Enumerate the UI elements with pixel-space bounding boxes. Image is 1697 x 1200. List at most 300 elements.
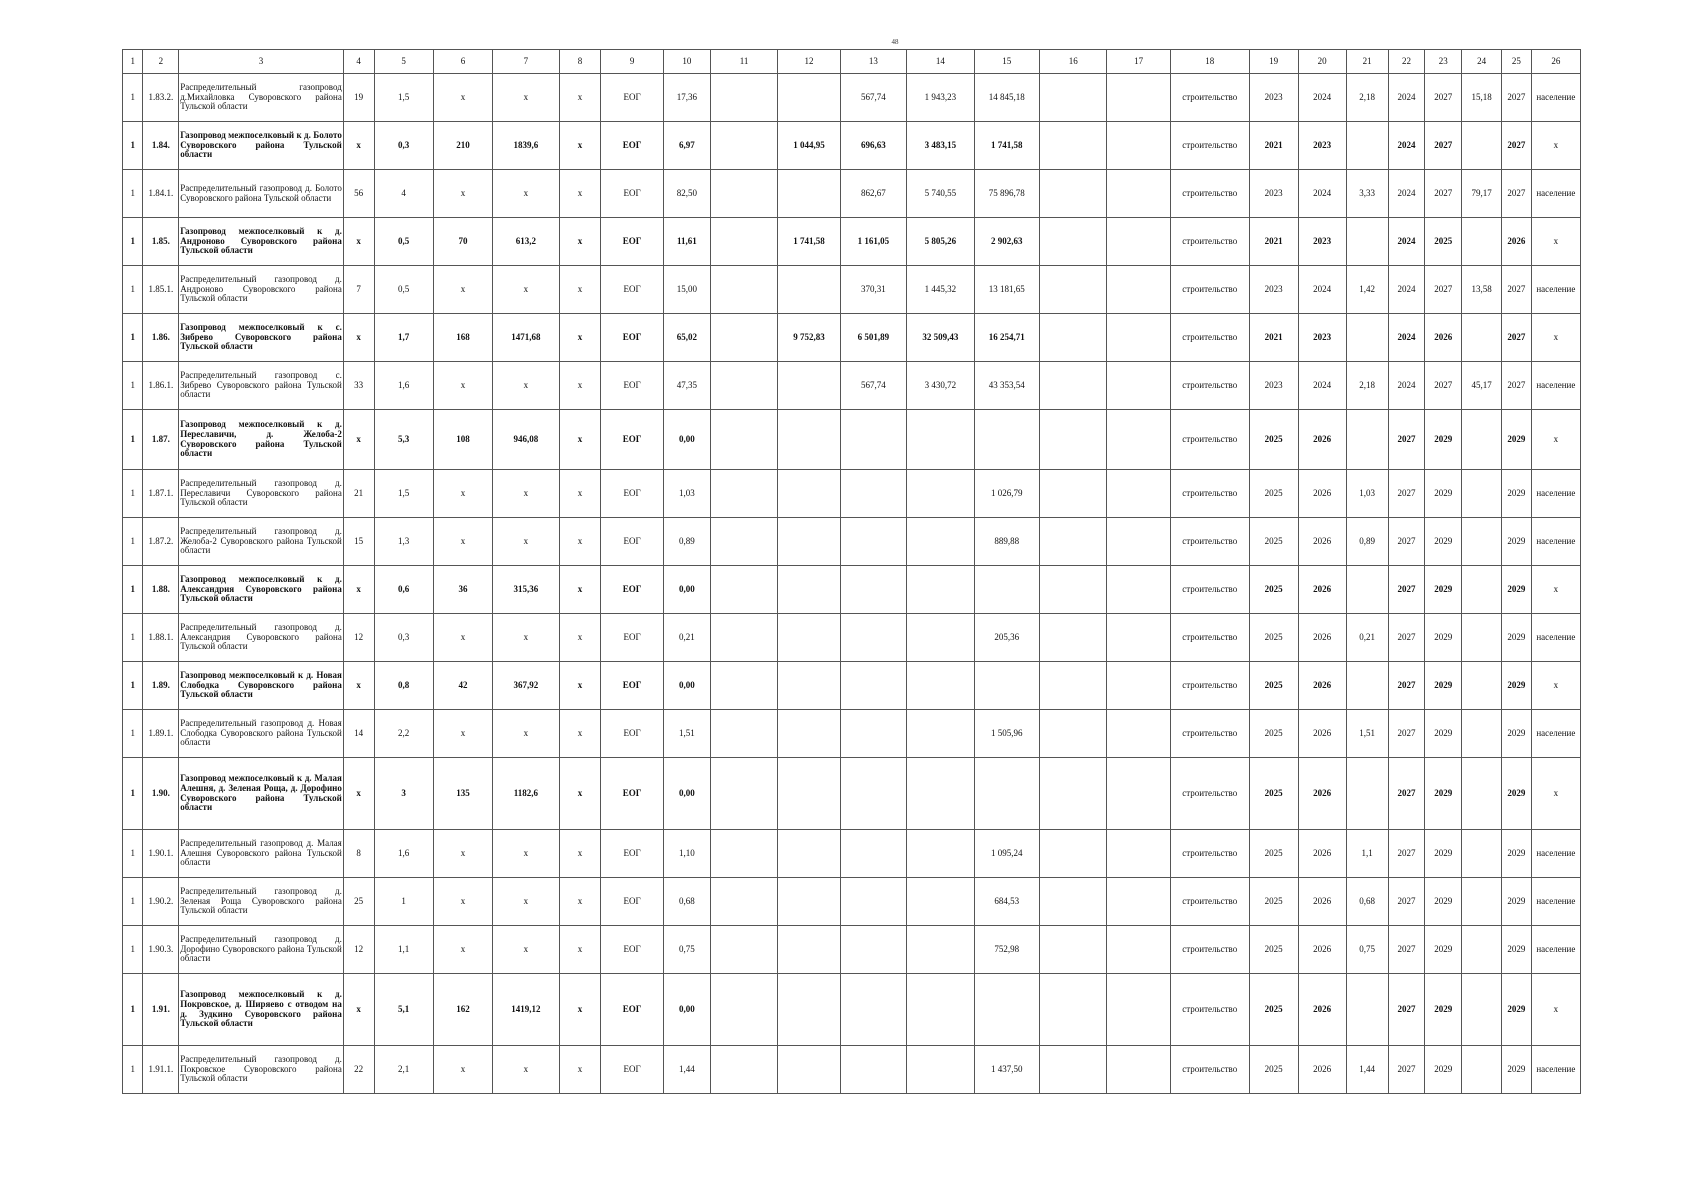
table-cell: 2025: [1249, 926, 1298, 974]
table-cell: [1346, 314, 1388, 362]
table-cell: [778, 710, 840, 758]
table-cell: х: [433, 710, 492, 758]
work-type-cell: строительство: [1170, 518, 1249, 566]
table-cell: 2027: [1388, 410, 1425, 470]
column-number-header: 1: [123, 50, 143, 74]
column-number-header: 11: [710, 50, 777, 74]
table-cell: [1040, 566, 1107, 614]
table-cell: [710, 662, 777, 710]
table-cell: [710, 878, 777, 926]
table-cell: 2026: [1298, 758, 1346, 830]
pipeline-row-distribution: [123, 710, 1581, 758]
table-cell: х: [343, 122, 374, 170]
table-cell: 3: [374, 758, 433, 830]
table-cell: [1040, 878, 1107, 926]
table-cell: 2026: [1298, 1046, 1346, 1094]
table-cell: 367,92: [493, 662, 559, 710]
table-cell: 82,50: [663, 170, 710, 218]
table-cell: 0,89: [1346, 518, 1388, 566]
table-cell: 2,1: [374, 1046, 433, 1094]
table-cell: 1: [123, 266, 143, 314]
table-cell: х: [559, 758, 601, 830]
table-cell: 42: [433, 662, 492, 710]
consumer-category-cell: х: [1531, 314, 1580, 362]
table-cell: 15,00: [663, 266, 710, 314]
table-cell: 14: [343, 710, 374, 758]
table-cell: 12: [343, 614, 374, 662]
table-cell: [710, 470, 777, 518]
table-cell: 0,68: [1346, 878, 1388, 926]
table-cell: 2025: [1249, 830, 1298, 878]
table-cell: [907, 470, 974, 518]
table-cell: [840, 974, 906, 1046]
table-cell: 2024: [1388, 266, 1425, 314]
table-cell: 2023: [1249, 362, 1298, 410]
table-cell: 2026: [1298, 830, 1346, 878]
consumer-category-cell: население: [1531, 362, 1580, 410]
object-name-cell: Газопровод межпоселковый к д. Переславичи, д. Желоба-2 Суворовского района Тульской области: [179, 410, 344, 470]
consumer-category-cell: х: [1531, 758, 1580, 830]
table-cell: 6 501,89: [840, 314, 906, 362]
table-cell: 12: [343, 926, 374, 974]
work-type-cell: строительство: [1170, 218, 1249, 266]
table-cell: 1,03: [663, 470, 710, 518]
table-cell: х: [433, 362, 492, 410]
table-cell: 5,3: [374, 410, 433, 470]
table-cell: 135: [433, 758, 492, 830]
table-cell: 75 896,78: [974, 170, 1039, 218]
table-cell: х: [559, 470, 601, 518]
table-cell: 2 902,63: [974, 218, 1039, 266]
pipeline-row-distribution: [123, 74, 1581, 122]
table-cell: 1,44: [663, 1046, 710, 1094]
table-cell: [907, 710, 974, 758]
work-type-cell: строительство: [1170, 614, 1249, 662]
table-cell: 2027: [1388, 566, 1425, 614]
pipeline-row-distribution: [123, 170, 1581, 218]
table-cell: ЕОГ: [601, 74, 663, 122]
table-cell: 1,42: [1346, 266, 1388, 314]
table-cell: 2026: [1298, 974, 1346, 1046]
table-cell: [710, 170, 777, 218]
table-cell: х: [343, 974, 374, 1046]
table-cell: 1,10: [663, 830, 710, 878]
pipeline-row-distribution: [123, 830, 1581, 878]
table-cell: 2029: [1502, 758, 1532, 830]
table-cell: 0,3: [374, 122, 433, 170]
consumer-category-cell: население: [1531, 926, 1580, 974]
table-cell: ЕОГ: [601, 710, 663, 758]
item-code-cell: 1.91.: [143, 974, 179, 1046]
table-cell: 65,02: [663, 314, 710, 362]
column-number-header: 19: [1249, 50, 1298, 74]
table-cell: ЕОГ: [601, 314, 663, 362]
table-cell: [710, 614, 777, 662]
table-cell: 32 509,43: [907, 314, 974, 362]
table-cell: х: [493, 362, 559, 410]
table-cell: 2029: [1425, 710, 1462, 758]
table-cell: 1: [123, 566, 143, 614]
object-name-cell: Распределительный газопровод д. Дорофино Суворовского района Тульской области: [179, 926, 344, 974]
table-cell: 0,00: [663, 758, 710, 830]
table-cell: [1040, 218, 1107, 266]
consumer-category-cell: население: [1531, 830, 1580, 878]
column-number-header: 10: [663, 50, 710, 74]
table-cell: 1 741,58: [778, 218, 840, 266]
consumer-category-cell: х: [1531, 218, 1580, 266]
table-cell: 0,75: [663, 926, 710, 974]
table-cell: 2024: [1388, 314, 1425, 362]
table-cell: [974, 566, 1039, 614]
table-cell: [1040, 758, 1107, 830]
table-cell: 3 430,72: [907, 362, 974, 410]
table-cell: [907, 1046, 974, 1094]
object-name-cell: Распределительный газопровод д. Болото Суворовского района Тульской области: [179, 170, 344, 218]
table-cell: 2027: [1502, 122, 1532, 170]
table-cell: [778, 266, 840, 314]
table-cell: 2025: [1249, 410, 1298, 470]
table-cell: [840, 710, 906, 758]
table-cell: [1040, 362, 1107, 410]
consumer-category-cell: население: [1531, 710, 1580, 758]
table-cell: х: [433, 1046, 492, 1094]
table-cell: х: [493, 1046, 559, 1094]
table-cell: 19: [343, 74, 374, 122]
table-cell: 6,97: [663, 122, 710, 170]
table-cell: [840, 878, 906, 926]
consumer-category-cell: население: [1531, 878, 1580, 926]
table-cell: х: [343, 218, 374, 266]
work-type-cell: строительство: [1170, 1046, 1249, 1094]
table-cell: [1346, 218, 1388, 266]
work-type-cell: строительство: [1170, 122, 1249, 170]
table-cell: [1462, 1046, 1502, 1094]
table-cell: 370,31: [840, 266, 906, 314]
table-cell: 2024: [1388, 122, 1425, 170]
item-code-cell: 1.90.3.: [143, 926, 179, 974]
object-name-cell: Газопровод межпоселковый к д. Андроново Суворовского района Тульской области: [179, 218, 344, 266]
table-cell: 2025: [1249, 878, 1298, 926]
column-number-header: 21: [1346, 50, 1388, 74]
column-number-header: 16: [1040, 50, 1107, 74]
table-cell: 0,89: [663, 518, 710, 566]
table-cell: 2027: [1388, 878, 1425, 926]
table-cell: 2023: [1249, 170, 1298, 218]
object-name-cell: Распределительный газопровод д.Михайловка Суворовского района Тульской области: [179, 74, 344, 122]
column-number-header: 6: [433, 50, 492, 74]
pipeline-row-interconnect: [123, 974, 1581, 1046]
table-cell: 0,5: [374, 266, 433, 314]
table-cell: 2029: [1502, 410, 1532, 470]
table-cell: [840, 410, 906, 470]
table-cell: 2029: [1425, 878, 1462, 926]
table-cell: ЕОГ: [601, 566, 663, 614]
table-cell: 1: [123, 614, 143, 662]
table-cell: [974, 974, 1039, 1046]
table-cell: 2021: [1249, 122, 1298, 170]
item-code-cell: 1.83.2.: [143, 74, 179, 122]
table-cell: х: [433, 266, 492, 314]
table-cell: 2024: [1388, 170, 1425, 218]
table-cell: [778, 362, 840, 410]
table-cell: 862,67: [840, 170, 906, 218]
table-cell: 22: [343, 1046, 374, 1094]
table-cell: 2027: [1425, 170, 1462, 218]
table-cell: 2029: [1425, 758, 1462, 830]
table-cell: 43 353,54: [974, 362, 1039, 410]
table-cell: 1: [123, 74, 143, 122]
table-cell: х: [559, 122, 601, 170]
table-cell: [1107, 122, 1170, 170]
pipeline-row-interconnect: [123, 662, 1581, 710]
table-cell: 2027: [1425, 122, 1462, 170]
table-cell: [1107, 662, 1170, 710]
table-cell: [840, 1046, 906, 1094]
table-cell: 2029: [1502, 518, 1532, 566]
pipeline-row-distribution: [123, 926, 1581, 974]
pipeline-row-interconnect: [123, 566, 1581, 614]
table-cell: х: [559, 266, 601, 314]
consumer-category-cell: население: [1531, 518, 1580, 566]
pipeline-row-distribution: [123, 266, 1581, 314]
table-cell: 1: [123, 974, 143, 1046]
table-cell: 2027: [1425, 266, 1462, 314]
table-cell: 1,1: [1346, 830, 1388, 878]
table-cell: 2027: [1388, 470, 1425, 518]
pipeline-row-interconnect: [123, 410, 1581, 470]
table-cell: 2029: [1425, 410, 1462, 470]
table-cell: 2029: [1425, 1046, 1462, 1094]
object-name-cell: Газопровод межпоселковый к д. Болото Суворовского района Тульской области: [179, 122, 344, 170]
table-cell: [710, 830, 777, 878]
column-number-header: 7: [493, 50, 559, 74]
table-cell: [907, 830, 974, 878]
table-cell: х: [559, 566, 601, 614]
table-cell: 1 044,95: [778, 122, 840, 170]
table-cell: 1: [123, 758, 143, 830]
table-cell: 2029: [1502, 926, 1532, 974]
table-cell: 2024: [1388, 218, 1425, 266]
table-cell: х: [493, 878, 559, 926]
table-cell: 1,1: [374, 926, 433, 974]
column-number-header: 15: [974, 50, 1039, 74]
table-cell: х: [559, 170, 601, 218]
table-cell: [1040, 74, 1107, 122]
table-cell: 1,3: [374, 518, 433, 566]
table-cell: 1 445,32: [907, 266, 974, 314]
table-cell: х: [343, 662, 374, 710]
table-cell: 0,75: [1346, 926, 1388, 974]
table-cell: [1107, 1046, 1170, 1094]
table-cell: 21: [343, 470, 374, 518]
table-cell: [778, 662, 840, 710]
table-cell: [710, 410, 777, 470]
table-cell: 567,74: [840, 74, 906, 122]
table-cell: 1: [123, 878, 143, 926]
table-cell: [907, 410, 974, 470]
table-cell: 2029: [1502, 974, 1532, 1046]
table-cell: 2027: [1425, 362, 1462, 410]
table-cell: 0,00: [663, 410, 710, 470]
pipeline-row-distribution: [123, 878, 1581, 926]
pipeline-row-interconnect: [123, 758, 1581, 830]
table-cell: 1,7: [374, 314, 433, 362]
table-cell: х: [493, 170, 559, 218]
work-type-cell: строительство: [1170, 410, 1249, 470]
table-cell: 1: [123, 1046, 143, 1094]
table-cell: [710, 518, 777, 566]
table-cell: [710, 926, 777, 974]
table-cell: [778, 974, 840, 1046]
table-cell: 2023: [1249, 74, 1298, 122]
table-cell: 315,36: [493, 566, 559, 614]
item-code-cell: 1.87.: [143, 410, 179, 470]
table-cell: х: [559, 662, 601, 710]
table-cell: 13 181,65: [974, 266, 1039, 314]
table-cell: 7: [343, 266, 374, 314]
table-cell: [778, 410, 840, 470]
table-cell: 2027: [1502, 314, 1532, 362]
table-cell: 1: [123, 410, 143, 470]
table-cell: 2,18: [1346, 74, 1388, 122]
table-cell: 2024: [1298, 362, 1346, 410]
table-cell: х: [559, 218, 601, 266]
header-row: [123, 50, 1581, 74]
column-number-header: 23: [1425, 50, 1462, 74]
table-cell: 2029: [1502, 830, 1532, 878]
table-cell: 8: [343, 830, 374, 878]
table-cell: 1,03: [1346, 470, 1388, 518]
table-cell: 684,53: [974, 878, 1039, 926]
table-cell: 1419,12: [493, 974, 559, 1046]
table-cell: 1182,6: [493, 758, 559, 830]
work-type-cell: строительство: [1170, 974, 1249, 1046]
table-cell: ЕОГ: [601, 878, 663, 926]
column-number-header: 25: [1502, 50, 1532, 74]
table-cell: 2027: [1425, 74, 1462, 122]
table-cell: 0,8: [374, 662, 433, 710]
table-cell: [907, 614, 974, 662]
column-number-header: 24: [1462, 50, 1502, 74]
table-cell: х: [343, 758, 374, 830]
table-cell: [710, 566, 777, 614]
table-cell: 1 505,96: [974, 710, 1039, 758]
table-cell: [1346, 122, 1388, 170]
table-cell: [1107, 758, 1170, 830]
table-cell: 2025: [1249, 614, 1298, 662]
table-cell: 15,18: [1462, 74, 1502, 122]
table-cell: ЕОГ: [601, 662, 663, 710]
table-cell: 3 483,15: [907, 122, 974, 170]
pipeline-row-interconnect: [123, 122, 1581, 170]
column-number-header: 22: [1388, 50, 1425, 74]
table-cell: 2025: [1425, 218, 1462, 266]
pipeline-row-distribution: [123, 518, 1581, 566]
pipeline-row-distribution: [123, 1046, 1581, 1094]
table-cell: х: [343, 410, 374, 470]
table-cell: 2027: [1388, 710, 1425, 758]
table-cell: х: [343, 566, 374, 614]
column-number-header: 18: [1170, 50, 1249, 74]
table-cell: 696,63: [840, 122, 906, 170]
item-code-cell: 1.91.1.: [143, 1046, 179, 1094]
table-cell: х: [493, 614, 559, 662]
table-cell: 13,58: [1462, 266, 1502, 314]
object-name-cell: Распределительный газопровод д. Желоба-2 Суворовского района Тульской области: [179, 518, 344, 566]
table-cell: [907, 974, 974, 1046]
table-cell: х: [433, 830, 492, 878]
table-cell: [974, 662, 1039, 710]
table-cell: [1462, 518, 1502, 566]
table-cell: [1462, 758, 1502, 830]
table-cell: 2029: [1425, 614, 1462, 662]
table-cell: 2024: [1298, 266, 1346, 314]
column-number-header: 5: [374, 50, 433, 74]
table-cell: 4: [374, 170, 433, 218]
table-cell: 2027: [1388, 614, 1425, 662]
table-cell: [1462, 878, 1502, 926]
work-type-cell: строительство: [1170, 830, 1249, 878]
table-cell: 752,98: [974, 926, 1039, 974]
table-cell: ЕОГ: [601, 1046, 663, 1094]
table-cell: 25: [343, 878, 374, 926]
table-cell: ЕОГ: [601, 518, 663, 566]
table-cell: ЕОГ: [601, 974, 663, 1046]
item-code-cell: 1.84.1.: [143, 170, 179, 218]
table-cell: 2027: [1502, 266, 1532, 314]
table-cell: 2027: [1502, 74, 1532, 122]
table-cell: 0,21: [1346, 614, 1388, 662]
table-cell: [710, 758, 777, 830]
table-cell: 14 845,18: [974, 74, 1039, 122]
table-cell: 2021: [1249, 218, 1298, 266]
table-cell: 2025: [1249, 758, 1298, 830]
table-cell: [1040, 1046, 1107, 1094]
object-name-cell: Распределительный газопровод д. Александрия Суворовского района Тульской области: [179, 614, 344, 662]
table-cell: [1462, 470, 1502, 518]
table-cell: [1040, 926, 1107, 974]
table-cell: 567,74: [840, 362, 906, 410]
table-cell: 2029: [1425, 470, 1462, 518]
table-cell: 0,6: [374, 566, 433, 614]
table-cell: 70: [433, 218, 492, 266]
table-cell: [907, 926, 974, 974]
table-cell: [1107, 218, 1170, 266]
table-cell: 0,00: [663, 662, 710, 710]
work-type-cell: строительство: [1170, 170, 1249, 218]
table-cell: 1,5: [374, 470, 433, 518]
table-cell: 1,51: [663, 710, 710, 758]
table-cell: 2024: [1298, 74, 1346, 122]
table-cell: ЕОГ: [601, 410, 663, 470]
work-type-cell: строительство: [1170, 566, 1249, 614]
table-cell: ЕОГ: [601, 926, 663, 974]
table-cell: 0,68: [663, 878, 710, 926]
table-cell: х: [559, 878, 601, 926]
table-cell: [710, 974, 777, 1046]
object-name-cell: Распределительный газопровод д. Малая Алешня Суворовского района Тульской области: [179, 830, 344, 878]
table-cell: 2027: [1388, 518, 1425, 566]
object-name-cell: Газопровод межпоселковый к д. Александрия Суворовского района Тульской области: [179, 566, 344, 614]
consumer-category-cell: население: [1531, 266, 1580, 314]
table-cell: 2025: [1249, 518, 1298, 566]
table-cell: 79,17: [1462, 170, 1502, 218]
pipeline-row-interconnect: [123, 218, 1581, 266]
table-cell: [1107, 470, 1170, 518]
work-type-cell: строительство: [1170, 74, 1249, 122]
table-cell: 2026: [1298, 878, 1346, 926]
table-cell: [1462, 926, 1502, 974]
